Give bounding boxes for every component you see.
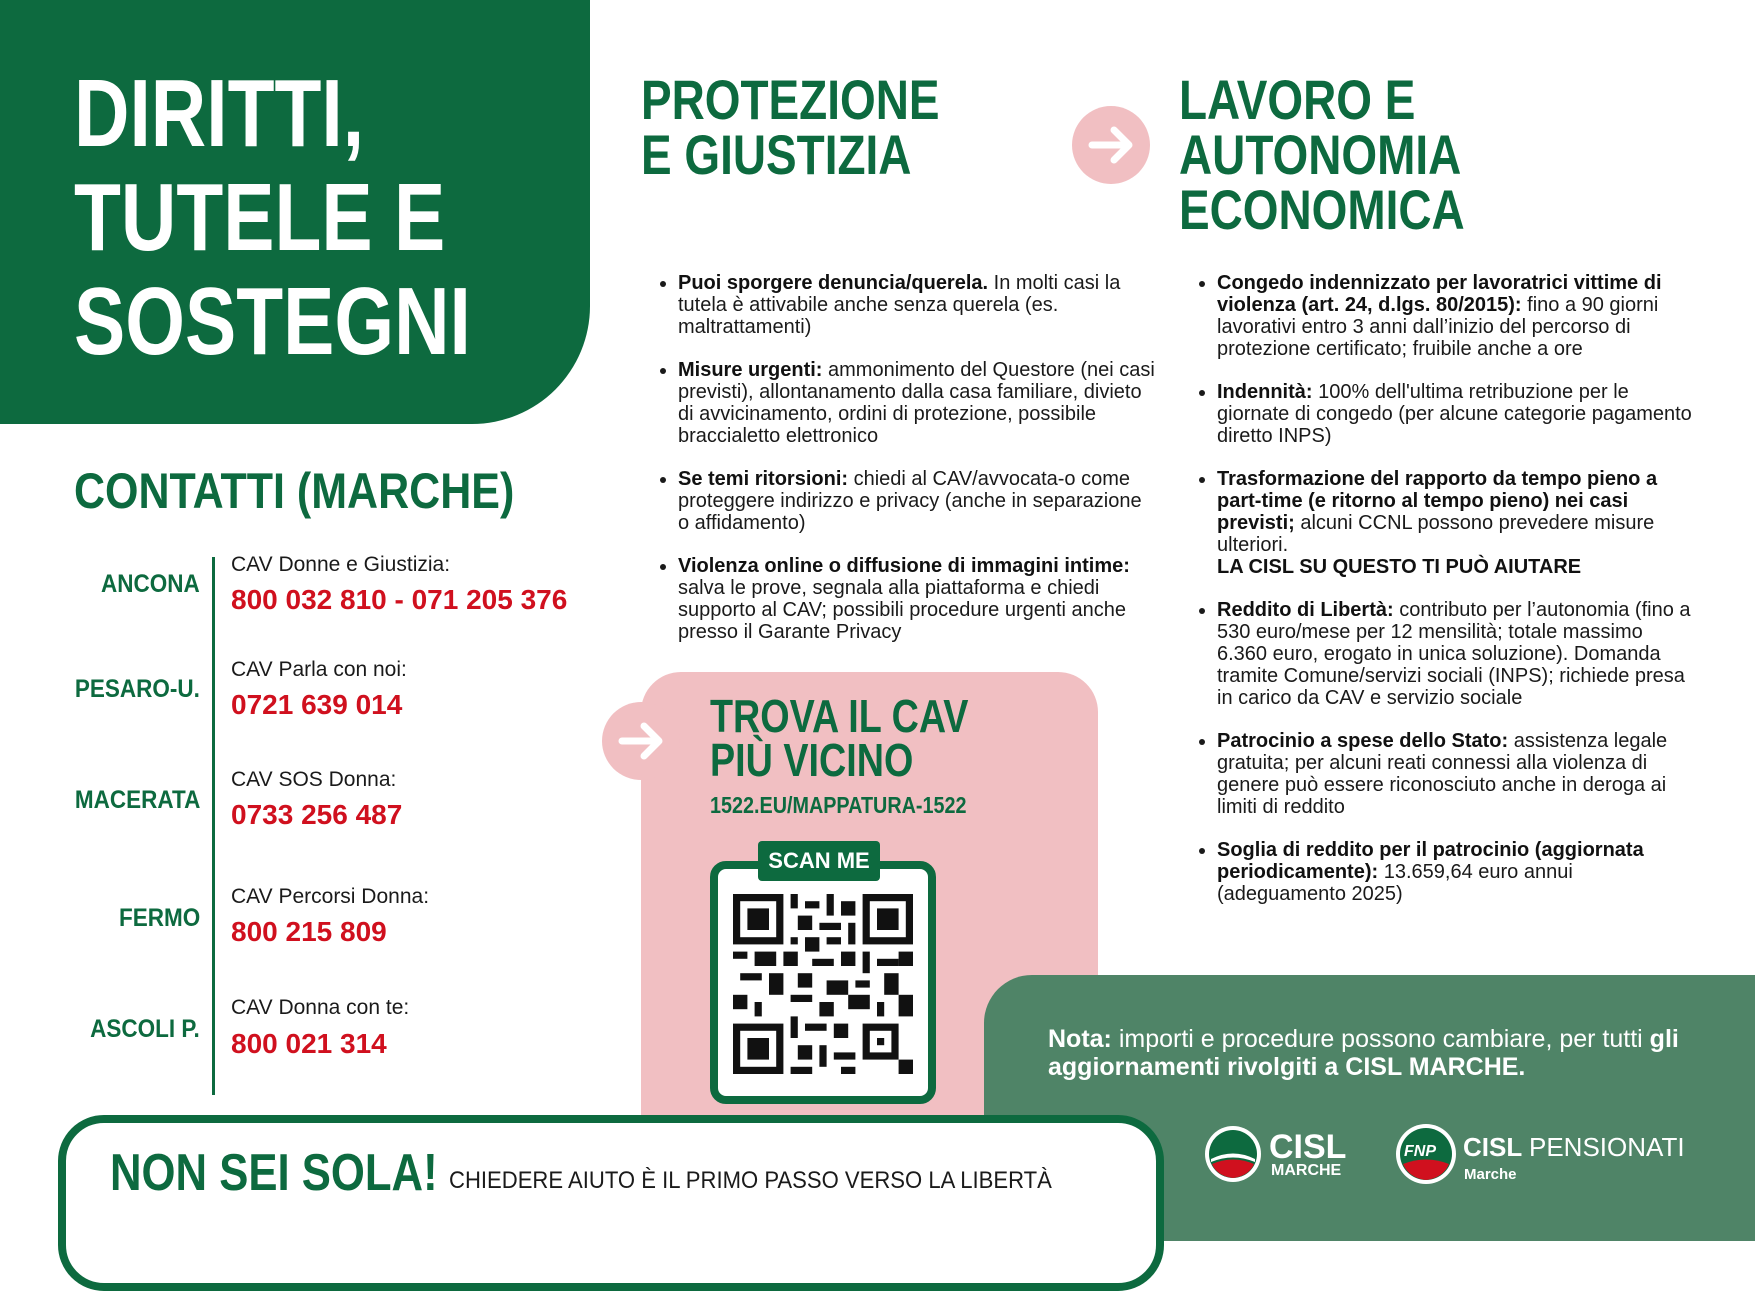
contact-city: FERMO	[118, 904, 200, 932]
lavoro-title-line: ECONOMICA	[1179, 178, 1465, 241]
list-item	[678, 555, 1158, 643]
contact-city: MACERATA	[74, 786, 200, 814]
scan-me-label: SCAN ME	[758, 841, 880, 881]
item-text: ammonimento del Questore (nei casi previsti), allontanamento dalla casa familiare, divieto di avvicinamento, ordini di protezione, possibile braccialetto elettronico	[678, 359, 1155, 447]
cisl-logo-region: MARCHE	[1271, 1162, 1342, 1179]
item-bold: Patrocinio a spese dello Stato:	[1217, 730, 1509, 752]
contacts-title: CONTATTI (MARCHE)	[74, 463, 515, 519]
item-text: 13.659,64 euro annui (adeguamento 2025)	[1217, 861, 1573, 905]
fnp-logo-icon	[1396, 1124, 1456, 1184]
fnp-badge: FNP	[1404, 1143, 1436, 1160]
arrow-right-icon	[602, 702, 680, 780]
contact-center: CAV Donne e Giustizia:	[231, 553, 451, 576]
contact-city: ASCOLI P.	[90, 1015, 200, 1043]
item-bold: Misure urgenti:	[678, 359, 823, 381]
cav-map-link[interactable]: 1522.EU/MAPPATURA-1522	[710, 792, 967, 818]
note-body: importi e procedure possono cambiare, per tutti	[1111, 1025, 1650, 1053]
lavoro-title-line: AUTONOMIA	[1179, 123, 1462, 186]
qr-code-frame[interactable]	[710, 861, 936, 1104]
list-item	[1217, 730, 1692, 818]
find-cav-title-line: TROVA IL CAV	[710, 690, 969, 742]
item-bold: Reddito di Libertà:	[1217, 599, 1394, 621]
note-text	[1048, 1025, 1688, 1081]
item-text: In molti casi la tutela è attivabile anche senza querela (es. maltrattamenti)	[678, 272, 1121, 338]
contacts-divider	[212, 557, 215, 1095]
cisl-logo-name: CISL	[1269, 1128, 1347, 1166]
list-item	[1217, 839, 1692, 905]
list-item	[678, 468, 1158, 534]
lavoro-title-line: LAVORO E	[1179, 68, 1416, 131]
note-label: Nota:	[1048, 1025, 1112, 1053]
list-item	[1217, 381, 1692, 447]
contact-center: CAV Donna con te:	[231, 996, 410, 1019]
contact-city: PESARO-U.	[74, 675, 200, 703]
item-text: fino a 90 giorni lavorativi entro 3 anni dall’inizio del percorso di protezione certificato; fruibile anche a ore	[1217, 294, 1659, 360]
protezione-list	[650, 272, 1158, 664]
footer-banner	[58, 1115, 1164, 1291]
fnp-logo-cisl: CISL	[1463, 1132, 1522, 1162]
protezione-title-line: E GIUSTIZIA	[641, 123, 912, 186]
title-line-3: SOSTEGNI	[74, 268, 471, 375]
contact-city: ANCONA	[101, 570, 200, 598]
note-emphasis: gli aggiornamenti rivolgiti a CISL MARCHE.	[1048, 1025, 1679, 1081]
item-text: salva le prove, segnala alla piattaforma e chiedi supporto al CAV; possibili procedure urgenti anche presso il Garante Privacy	[678, 577, 1127, 643]
fnp-logo-region: Marche	[1464, 1166, 1517, 1183]
lavoro-title	[1179, 68, 1465, 241]
item-text: 100% dell'ultima retribuzione per le giornate di congedo (per alcune categorie pagamento diretto INPS)	[1217, 381, 1692, 447]
contact-phone[interactable]: 800 032 810 - 071 205 376	[231, 584, 568, 615]
qr-code-icon	[733, 894, 913, 1074]
contact-phone[interactable]: 800 021 314	[231, 1028, 387, 1059]
contact-center: CAV Parla con noi:	[231, 658, 407, 681]
item-bold: Soglia di reddito per il patrocinio (aggiornata periodicamente):	[1217, 839, 1644, 883]
item-bold: Violenza online o diffusione di immagini intime:	[678, 555, 1130, 577]
footer-title: NON SEI SOLA!	[110, 1144, 438, 1202]
protezione-title-line: PROTEZIONE	[641, 68, 940, 131]
footer-subtitle: CHIEDERE AIUTO È IL PRIMO PASSO VERSO LA LIBERTÀ	[449, 1167, 1052, 1194]
item-text: alcuni CCNL possono prevedere misure ulteriori.	[1217, 512, 1655, 556]
fnp-logo-name	[1463, 1134, 1685, 1160]
item-bold: Congedo indennizzato per lavoratrici vittime di violenza (art. 24, d.lgs. 80/2015):	[1217, 272, 1662, 316]
fnp-logo-suffix: PENSIONATI	[1529, 1132, 1685, 1162]
find-cav-title	[710, 690, 969, 786]
item-text: chiedi al CAV/avvocata-o come proteggere indirizzo e privacy (anche in separazione o affidamento)	[678, 468, 1142, 534]
arrow-right-icon	[1072, 106, 1150, 184]
item-bold: Se temi ritorsioni:	[678, 468, 849, 490]
lavoro-list	[1189, 272, 1692, 926]
title-line-1: DIRITTI,	[74, 60, 365, 167]
list-item	[1217, 468, 1692, 578]
contact-phone[interactable]: 0721 639 014	[231, 689, 403, 720]
item-bold: Trasformazione del rapporto da tempo pieno a part-time (e ritorno al tempo pieno) nei casi previsti;	[1217, 468, 1658, 534]
title-line-2: TUTELE E	[74, 164, 446, 271]
item-text: contributo per l’autonomia (fino a 530 euro/mese per 12 mensilità; totale massimo 6.360 euro, erogato in unica soluzione). Domanda tramite Comune/servizi sociali (INPS); richiede presa in carico da CAV e servizio sociale	[1217, 599, 1691, 709]
list-item	[1217, 599, 1692, 709]
cisl-help-note: LA CISL SU QUESTO TI PUÒ AIUTARE	[1217, 556, 1582, 578]
cisl-logo-icon	[1205, 1126, 1261, 1182]
contact-phone[interactable]: 800 215 809	[231, 916, 387, 947]
find-cav-title-line: PIÙ VICINO	[710, 734, 914, 786]
list-item	[1217, 272, 1692, 360]
contact-center: CAV SOS Donna:	[231, 768, 397, 791]
contact-center: CAV Percorsi Donna:	[231, 885, 430, 908]
protezione-title	[641, 68, 940, 186]
item-text: assistenza legale gratuita; per alcuni reati connessi alla violenza di genere può essere riconosciuto anche in deroga ai limiti di reddito	[1217, 730, 1668, 818]
item-bold: Indennità:	[1217, 381, 1313, 403]
item-bold: Puoi sporgere denuncia/querela.	[678, 272, 989, 294]
list-item	[678, 359, 1158, 447]
contact-phone[interactable]: 0733 256 487	[231, 799, 403, 830]
list-item	[678, 272, 1158, 338]
page-title	[74, 62, 490, 374]
